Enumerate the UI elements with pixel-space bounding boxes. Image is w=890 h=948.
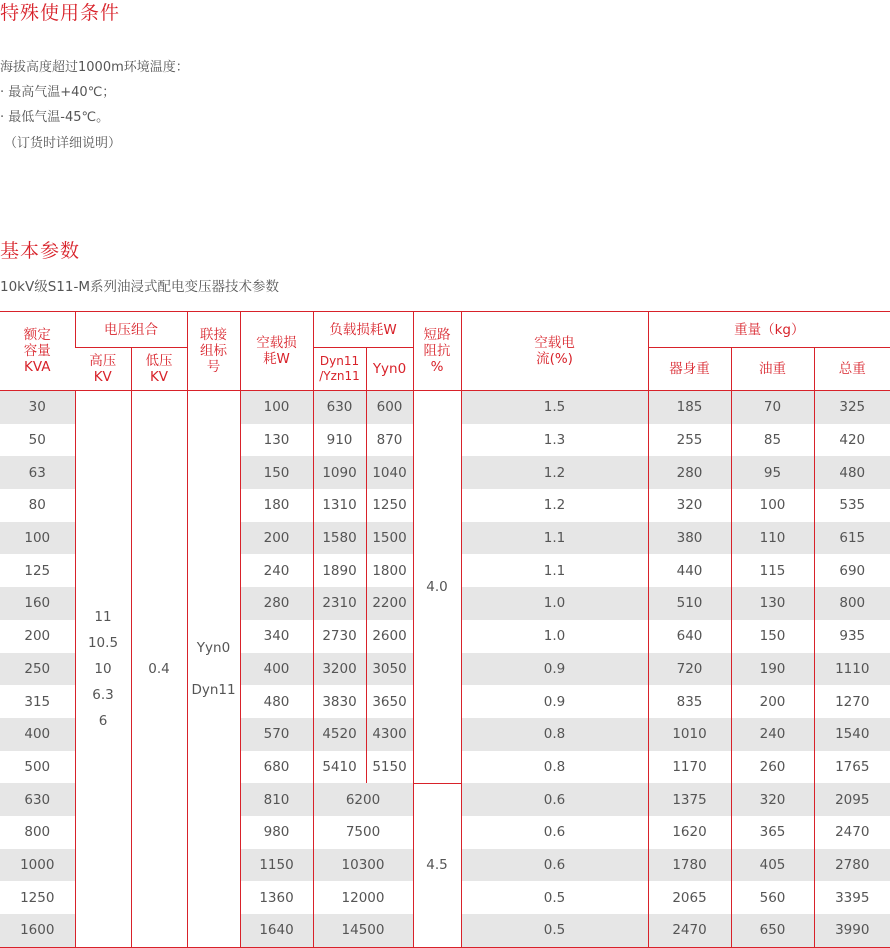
oil-weight-cell: 240 [731,718,814,751]
no-load-loss-cell: 180 [240,489,313,522]
body-weight-cell: 640 [648,620,731,653]
no-load-current-cell: 1.0 [461,620,648,653]
body-weight-cell: 185 [648,391,731,424]
header-oil-weight: 油重 [731,348,814,391]
header-high-voltage: 高压 KV [75,348,131,391]
no-load-current-cell: 1.0 [461,587,648,620]
total-weight-cell: 3990 [814,914,890,947]
no-load-loss-cell: 100 [240,391,313,424]
total-weight-cell: 1270 [814,685,890,718]
no-load-current-cell: 1.3 [461,424,648,457]
header-body-weight: 器身重 [648,348,731,391]
load-loss-dyn11-cell: 1310 [313,489,366,522]
total-weight-cell: 1540 [814,718,890,751]
impedance-cell: 4.5 [413,783,461,947]
body-weight-cell: 255 [648,424,731,457]
load-loss-dyn11-cell: 1890 [313,554,366,587]
capacity-cell: 315 [24,693,51,710]
load-loss-cell: 7500 [313,816,413,849]
total-weight-cell: 1110 [814,653,890,686]
load-loss-cell: 14500 [313,914,413,947]
oil-weight-cell: 320 [731,783,814,816]
no-load-current-cell: 0.6 [461,816,648,849]
no-load-loss-cell: 570 [240,718,313,751]
body-weight-cell: 2065 [648,881,731,914]
capacity-cell: 1600 [0,914,75,947]
no-load-current-cell: 0.8 [461,751,648,784]
high-voltage-cell [75,391,131,948]
no-load-current-cell: 0.9 [461,653,648,686]
oil-weight-cell: 100 [731,489,814,522]
header-voltage-group: 电压组合 [75,312,187,348]
high-voltage-value: 10 [94,660,112,677]
body-weight-cell: 720 [648,653,731,686]
oil-weight-cell: 70 [731,391,814,424]
body-weight-cell: 440 [648,554,731,587]
no-load-loss-cell: 480 [240,685,313,718]
no-load-current-cell: 1.1 [461,554,648,587]
load-loss-yyn0-cell: 1250 [366,489,413,522]
oil-weight-cell: 260 [731,751,814,784]
body-weight-cell: 1010 [648,718,731,751]
load-loss-cell: 6200 [313,783,413,816]
capacity-cell: 1000 [0,849,75,882]
body-weight-cell: 835 [648,685,731,718]
load-loss-dyn11-cell: 3200 [313,653,366,686]
capacity-cell: 50 [28,432,46,449]
capacity-cell: 500 [24,758,51,775]
load-loss-yyn0-cell: 2200 [366,587,413,620]
load-loss-cell: 10300 [313,849,413,882]
table-body [0,391,890,948]
no-load-current-cell: 0.8 [461,718,648,751]
load-loss-yyn0-cell: 5150 [366,751,413,784]
total-weight-cell: 420 [814,424,890,457]
condition-note: （订货时详细说明） [4,136,122,151]
body-weight-cell: 1170 [648,751,731,784]
no-load-current-cell: 1.1 [461,522,648,555]
load-loss-dyn11-cell: 1090 [313,456,366,489]
oil-weight-cell: 110 [731,522,814,555]
no-load-current-cell: 1.2 [461,456,648,489]
body-weight-cell: 380 [648,522,731,555]
oil-weight-cell: 405 [731,849,814,882]
section-title-conditions: 特殊使用条件 [0,2,121,24]
capacity-cell: 125 [24,562,51,579]
load-loss-dyn11-cell: 910 [313,424,366,457]
header-load-loss: 负载损耗W [313,312,413,348]
load-loss-yyn0-cell: 600 [366,391,413,424]
total-weight-cell: 935 [814,620,890,653]
header-capacity: 额定 容量 KVA [0,312,75,391]
load-loss-cell: 12000 [313,881,413,914]
load-loss-yyn0-cell: 4300 [366,718,413,751]
no-load-loss-cell: 340 [240,620,313,653]
body-weight-cell: 2470 [648,914,731,947]
oil-weight-cell: 130 [731,587,814,620]
total-weight-cell: 2095 [814,783,890,816]
high-voltage-value: 6.3 [92,686,114,703]
header-load-loss-yyn0: Yyn0 [366,348,413,391]
condition-line: · 最低气温-45℃。 [0,110,110,125]
no-load-loss-cell: 680 [240,751,313,784]
oil-weight-cell: 150 [731,620,814,653]
no-load-loss-cell: 240 [240,554,313,587]
header-weight: 重量（kg） [648,312,890,348]
no-load-loss-cell: 130 [240,424,313,457]
load-loss-yyn0-cell: 870 [366,424,413,457]
load-loss-dyn11-cell: 2310 [313,587,366,620]
no-load-loss-cell: 400 [240,653,313,686]
load-loss-dyn11-cell: 2730 [313,620,366,653]
section-title-parameters: 基本参数 [0,240,81,262]
capacity-cell: 30 [0,391,75,424]
oil-weight-cell: 650 [731,914,814,947]
total-weight-cell: 1765 [814,751,890,784]
no-load-current-cell: 0.9 [461,685,648,718]
no-load-current-cell: 0.5 [461,881,648,914]
capacity-cell: 250 [0,653,75,686]
capacity-cell: 1250 [20,889,55,906]
load-loss-dyn11-cell: 5410 [313,751,366,784]
body-weight-cell: 1375 [648,783,731,816]
capacity-cell: 200 [24,628,51,645]
capacity-cell: 100 [0,522,75,555]
load-loss-yyn0-cell: 3650 [366,685,413,718]
high-voltage-value: 11 [94,608,112,625]
capacity-cell: 630 [0,783,75,816]
header-low-voltage: 低压 KV [131,348,187,391]
total-weight-cell: 690 [814,554,890,587]
connection-cell [187,391,240,948]
connection-value: Yyn0 [196,639,231,656]
load-loss-yyn0-cell: 3050 [366,653,413,686]
header-no-load-loss: 空载损 耗W [240,312,313,391]
no-load-current-cell: 1.2 [461,489,648,522]
no-load-loss-cell: 980 [240,816,313,849]
header-no-load-current: 空载电 流(%) [461,312,648,391]
total-weight-cell: 3395 [814,881,890,914]
spec-table [0,311,890,948]
capacity-cell: 800 [24,824,51,841]
load-loss-dyn11-cell: 4520 [313,718,366,751]
oil-weight-cell: 200 [731,685,814,718]
load-loss-yyn0-cell: 1800 [366,554,413,587]
total-weight-cell: 615 [814,522,890,555]
total-weight-cell: 325 [814,391,890,424]
condition-line: 海拔高度超过1000m环境温度： [0,60,189,75]
total-weight-cell: 2780 [814,849,890,882]
body-weight-cell: 320 [648,489,731,522]
low-voltage-cell: 0.4 [131,391,187,948]
impedance-cell: 4.0 [413,391,461,784]
high-voltage-value: 6 [98,712,108,729]
header-connection: 联接 组标 号 [187,312,240,391]
connection-value: Dyn11 [191,681,236,698]
no-load-loss-cell: 1360 [240,881,313,914]
load-loss-yyn0-cell: 1040 [366,456,413,489]
load-loss-yyn0-cell: 2600 [366,620,413,653]
no-load-loss-cell: 150 [240,456,313,489]
body-weight-cell: 1620 [648,816,731,849]
capacity-cell: 160 [0,587,75,620]
load-loss-dyn11-cell: 630 [313,391,366,424]
oil-weight-cell: 115 [731,554,814,587]
body-weight-cell: 1780 [648,849,731,882]
no-load-loss-cell: 280 [240,587,313,620]
oil-weight-cell: 95 [731,456,814,489]
load-loss-dyn11-cell: 3830 [313,685,366,718]
load-loss-yyn0-cell: 1500 [366,522,413,555]
total-weight-cell: 535 [814,489,890,522]
capacity-cell: 63 [0,456,75,489]
total-weight-cell: 800 [814,587,890,620]
no-load-current-cell: 0.6 [461,783,648,816]
body-weight-cell: 280 [648,456,731,489]
total-weight-cell: 2470 [814,816,890,849]
no-load-current-cell: 0.6 [461,849,648,882]
capacity-cell: 400 [0,718,75,751]
load-loss-dyn11-cell: 1580 [313,522,366,555]
oil-weight-cell: 560 [731,881,814,914]
total-weight-cell: 480 [814,456,890,489]
header-impedance: 短路 阻抗 % [413,312,461,391]
capacity-cell: 80 [28,497,46,514]
condition-line: · 最高气温+40℃； [0,85,116,100]
no-load-current-cell: 0.5 [461,914,648,947]
table-row [0,391,890,424]
header-load-loss-dyn11: Dyn11 /Yzn11 [313,348,366,391]
oil-weight-cell: 85 [731,424,814,457]
no-load-loss-cell: 200 [240,522,313,555]
no-load-current-cell: 1.5 [461,391,648,424]
oil-weight-cell: 190 [731,653,814,686]
no-load-loss-cell: 1150 [240,849,313,882]
high-voltage-value: 10.5 [87,634,119,651]
oil-weight-cell: 365 [731,816,814,849]
header-total-weight: 总重 [814,348,890,391]
no-load-loss-cell: 1640 [240,914,313,947]
table-caption: 10kV级S11-M系列油浸式配电变压器技术参数 [0,279,279,295]
no-load-loss-cell: 810 [240,783,313,816]
body-weight-cell: 510 [648,587,731,620]
